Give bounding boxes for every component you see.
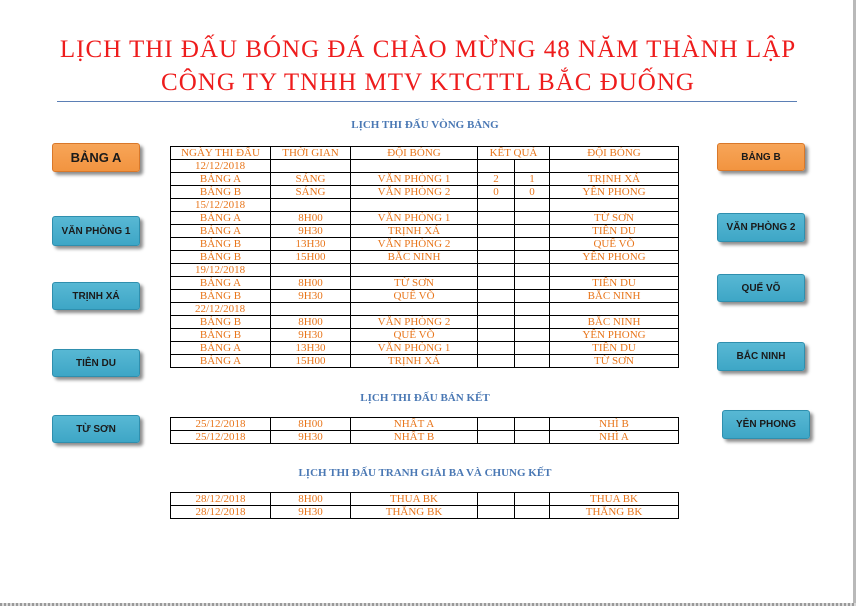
score-2-cell [515,431,550,444]
group-or-date-cell: 25/12/2018 [171,431,271,444]
main-title-line-2: CÔNG TY TNHH MTV KTCTTL BẮC ĐUỐNG [161,69,695,96]
score-2-cell [515,290,550,303]
group-or-date-cell: 28/12/2018 [171,506,271,519]
score-1-cell [478,506,515,519]
header-team-1: ĐỘI BÓNG [351,147,478,160]
team-1-cell: VĂN PHÒNG 2 [351,316,478,329]
empty-cell [550,199,679,212]
empty-cell [550,264,679,277]
score-1-cell [478,225,515,238]
time-cell: 9H30 [271,329,351,342]
group-or-date-cell: BẢNG B [171,290,271,303]
empty-cell [478,199,515,212]
match-row [171,342,679,355]
time-cell: 8H00 [271,277,351,290]
bang-b-button[interactable]: BẢNG B [717,143,805,171]
group-or-date-cell: BẢNG A [171,342,271,355]
score-1-cell [478,277,515,290]
bang-a-button[interactable]: BẢNG A [52,143,140,172]
empty-cell [550,303,679,316]
team-2-cell: THUA BK [550,493,679,506]
match-row [171,173,679,186]
group-or-date-cell: BẢNG B [171,316,271,329]
match-row [171,238,679,251]
date-row [171,199,679,212]
team-2-cell: TRỊNH XÁ [550,173,679,186]
team-2-cell: BẮC NINH [550,316,679,329]
time-cell: 8H00 [271,316,351,329]
score-1-cell [478,212,515,225]
group-or-date-cell: BẢNG A [171,225,271,238]
time-cell: 15H00 [271,251,351,264]
score-1-cell [478,251,515,264]
team-2-cell: TỪ SƠN [550,355,679,368]
score-2-cell: 0 [515,186,550,199]
semifinal-table [170,417,679,444]
score-1-cell [478,355,515,368]
table-header-row [171,147,679,160]
match-row [171,506,679,519]
team-1-cell: THUA BK [351,493,478,506]
group-or-date-cell: BẢNG A [171,173,271,186]
team-2-cell: QUẾ VÕ [550,238,679,251]
score-2-cell [515,316,550,329]
score-2-cell [515,329,550,342]
time-cell: 9H30 [271,506,351,519]
date-row [171,160,679,173]
section-title-semifinal: LỊCH THI ĐẤU BÁN KẾT [360,392,490,404]
tien-du-button[interactable]: TIÊN DU [52,349,140,377]
group-or-date-cell: 28/12/2018 [171,493,271,506]
score-2-cell [515,251,550,264]
team-1-cell: TRỊNH XÁ [351,355,478,368]
time-cell: 9H30 [271,225,351,238]
group-or-date-cell: BẢNG B [171,251,271,264]
time-cell: 15H00 [271,355,351,368]
team-2-cell: TIÊN DU [550,225,679,238]
match-row [171,186,679,199]
match-row [171,418,679,431]
group-or-date-cell: 25/12/2018 [171,418,271,431]
match-row [171,251,679,264]
score-2-cell [515,277,550,290]
header-result: KẾT QUẢ [478,147,550,160]
time-cell: 8H00 [271,493,351,506]
team-2-cell: TIÊN DU [550,277,679,290]
team-2-cell: BẮC NINH [550,290,679,303]
score-2-cell [515,355,550,368]
match-date: 15/12/2018 [171,199,271,212]
team-1-cell: VĂN PHÒNG 2 [351,186,478,199]
match-row [171,316,679,329]
match-row [171,212,679,225]
score-2-cell [515,212,550,225]
date-row [171,303,679,316]
time-cell: SÁNG [271,173,351,186]
team-1-cell: NHẤT B [351,431,478,444]
que-vo-button[interactable]: QUẾ VÕ [717,274,805,302]
team-1-cell: VĂN PHÒNG 1 [351,212,478,225]
section-title-group-stage: LỊCH THI ĐẤU VÒNG BẢNG [351,119,499,131]
time-cell: 8H00 [271,212,351,225]
section-title-final: LỊCH THI ĐẤU TRANH GIẢI BA VÀ CHUNG KẾT [298,467,552,479]
match-row [171,493,679,506]
score-2-cell [515,493,550,506]
empty-cell [351,160,478,173]
team-1-cell: VĂN PHÒNG 1 [351,173,478,186]
team-1-cell: BẮC NINH [351,251,478,264]
match-date: 22/12/2018 [171,303,271,316]
team-1-cell: TRỊNH XÁ [351,225,478,238]
score-1-cell [478,342,515,355]
empty-cell [550,160,679,173]
main-title-line-1: LỊCH THI ĐẤU BÓNG ĐÁ CHÀO MỪNG 48 NĂM THÀNH LẬP [59,36,797,63]
empty-cell [351,199,478,212]
empty-cell [478,264,515,277]
score-2-cell [515,238,550,251]
score-1-cell [478,290,515,303]
time-cell: SÁNG [271,186,351,199]
score-1-cell [478,316,515,329]
empty-cell [478,303,515,316]
match-row [171,431,679,444]
team-1-cell: THẮNG BK [351,506,478,519]
header-date: NGÀY THI ĐẤU [171,147,271,160]
match-date: 19/12/2018 [171,264,271,277]
team-2-cell: TIÊN DU [550,342,679,355]
yen-phong-button[interactable]: YÊN PHONG [722,410,810,439]
time-cell: 13H30 [271,238,351,251]
empty-cell [271,264,351,277]
score-2-cell [515,225,550,238]
match-row [171,355,679,368]
van-phong-2-button[interactable]: VĂN PHÒNG 2 [717,213,805,242]
empty-cell [515,303,550,316]
score-1-cell: 0 [478,186,515,199]
team-1-cell: NHẤT A [351,418,478,431]
group-or-date-cell: BẢNG B [171,186,271,199]
van-phong-1-button[interactable]: VĂN PHÒNG 1 [52,216,140,246]
score-1-cell [478,418,515,431]
team-1-cell: QUẾ VÕ [351,290,478,303]
score-2-cell [515,506,550,519]
final-table [170,492,679,519]
empty-cell [515,264,550,277]
score-2-cell [515,418,550,431]
team-1-cell: QUẾ VÕ [351,329,478,342]
empty-cell [271,199,351,212]
team-2-cell: YÊN PHONG [550,186,679,199]
empty-cell [351,264,478,277]
group-or-date-cell: BẢNG A [171,277,271,290]
team-2-cell: YÊN PHONG [550,329,679,342]
team-2-cell: THẮNG BK [550,506,679,519]
group-or-date-cell: BẢNG B [171,238,271,251]
group-or-date-cell: BẢNG B [171,329,271,342]
header-time: THỜI GIAN [271,147,351,160]
time-cell: 9H30 [271,290,351,303]
team-1-cell: VĂN PHÒNG 2 [351,238,478,251]
group-or-date-cell: BẢNG A [171,212,271,225]
score-1-cell [478,238,515,251]
match-row [171,225,679,238]
empty-cell [271,303,351,316]
header-team-2: ĐỘI BÓNG [550,147,679,160]
score-1-cell [478,329,515,342]
empty-cell [351,303,478,316]
empty-cell [271,160,351,173]
team-2-cell: YÊN PHONG [550,251,679,264]
team-2-cell: TỪ SƠN [550,212,679,225]
time-cell: 13H30 [271,342,351,355]
bac-ninh-button[interactable]: BẮC NINH [717,342,805,371]
team-2-cell: NHÌ B [550,418,679,431]
tu-son-button[interactable]: TỪ SƠN [52,415,140,443]
trinh-xa-button[interactable]: TRỊNH XÁ [52,282,140,310]
date-row [171,264,679,277]
score-2-cell: 1 [515,173,550,186]
score-1-cell [478,431,515,444]
match-row [171,277,679,290]
time-cell: 9H30 [271,431,351,444]
team-1-cell: VĂN PHÒNG 1 [351,342,478,355]
time-cell: 8H00 [271,418,351,431]
empty-cell [515,160,550,173]
team-1-cell: TỪ SƠN [351,277,478,290]
match-row [171,329,679,342]
title-divider [57,101,797,102]
empty-cell [515,199,550,212]
score-1-cell: 2 [478,173,515,186]
team-2-cell: NHÌ A [550,431,679,444]
group-stage-table [170,146,679,368]
group-or-date-cell: BẢNG A [171,355,271,368]
match-date: 12/12/2018 [171,160,271,173]
score-2-cell [515,342,550,355]
match-row [171,290,679,303]
score-1-cell [478,493,515,506]
empty-cell [478,160,515,173]
